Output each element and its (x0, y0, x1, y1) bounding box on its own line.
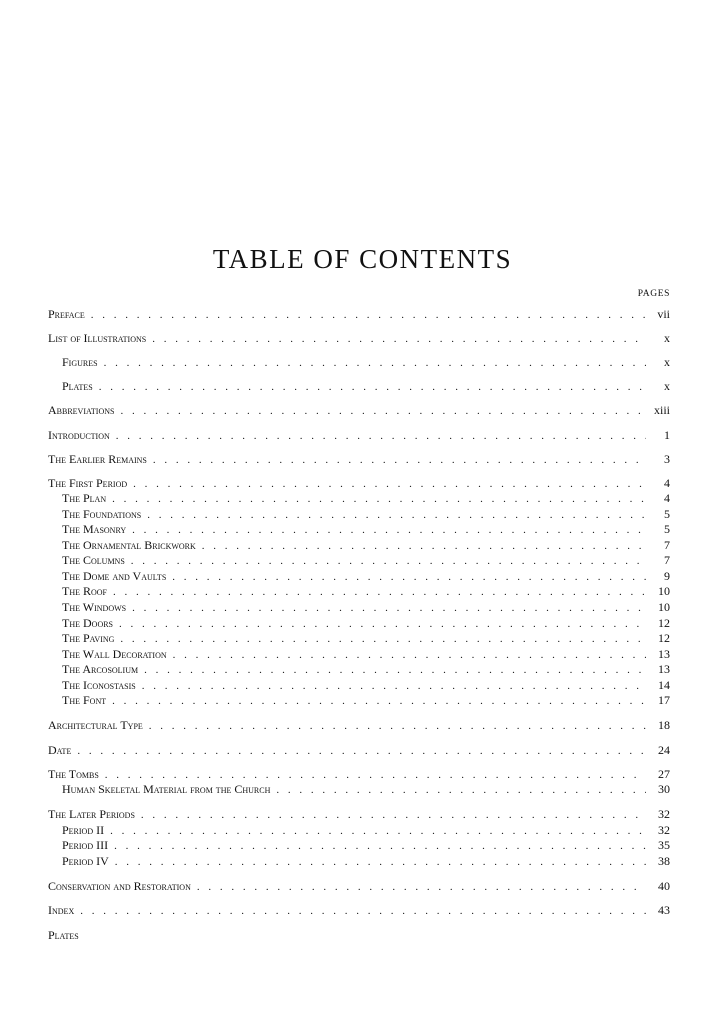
toc-entry-label: Period III (62, 838, 109, 852)
toc-entry-date (48, 743, 670, 758)
dot-leader (116, 429, 646, 444)
toc-entry-page: 7 (664, 538, 670, 552)
toc-entry-page: 14 (658, 678, 670, 692)
toc-entry-page: 38 (658, 854, 670, 868)
toc-entry-label: The Masonry (62, 522, 127, 536)
toc-entry-page: 4 (664, 476, 670, 490)
dot-leader (141, 808, 646, 823)
toc-entry-label: The Roof (62, 584, 108, 598)
dot-leader (276, 783, 646, 798)
dot-leader (112, 694, 646, 709)
dot-leader (104, 356, 646, 371)
toc-entry-columns (62, 553, 670, 568)
dot-leader (113, 585, 646, 600)
toc-entry-page: 10 (658, 600, 670, 614)
dot-leader (120, 404, 646, 419)
toc-entry-page: 24 (658, 743, 670, 757)
toc-entry-tombs (48, 767, 670, 782)
toc-entry-list-of-illustrations (48, 331, 670, 346)
toc-entry-page: 43 (658, 903, 670, 917)
toc-entry-preface (48, 307, 670, 322)
page-title: TABLE OF CONTENTS (212, 244, 513, 274)
dot-leader (105, 768, 646, 783)
toc-entry-page: vii (657, 307, 670, 321)
toc-entry-label: Period IV (62, 854, 109, 868)
toc-entry-period-iii (62, 838, 670, 853)
dot-leader (172, 570, 646, 585)
dot-leader (99, 380, 646, 395)
dot-leader (197, 880, 646, 895)
toc-entry-label: The Wall Decoration (62, 647, 167, 661)
toc-entry-label: Plates (62, 379, 93, 393)
toc-entry-page: 35 (658, 838, 670, 852)
toc-entry-label: The Earlier Remains (48, 452, 147, 466)
pages-column-label: PAGES (637, 289, 670, 299)
toc-entry-plates (62, 379, 670, 394)
toc-entry-page: 4 (664, 491, 670, 505)
toc-entry-page: 13 (658, 662, 670, 676)
toc-entry-windows (62, 600, 670, 615)
toc-entry-page: 27 (658, 767, 670, 781)
toc-entry-label: The Foundations (62, 507, 142, 521)
toc-entry-page: x (664, 379, 670, 393)
toc-entry-ornamental-brickwork (62, 538, 670, 553)
toc-entry-label: Human Skeletal Material from the Church (62, 782, 271, 796)
toc-entry-later-periods (48, 807, 670, 822)
dot-leader (142, 679, 646, 694)
toc-entry-label: The Windows (62, 600, 127, 614)
toc-entry-period-iv (62, 854, 670, 869)
toc-entry-masonry (62, 522, 670, 537)
toc-entry-period-ii (62, 823, 670, 838)
toc-entry-page: 32 (658, 807, 670, 821)
toc-entry-label: The Doors (62, 616, 113, 630)
toc-entry-label: The Plan (62, 491, 107, 505)
dot-leader (77, 744, 646, 759)
toc-entry-page: 7 (664, 553, 670, 567)
toc-entry-figures (62, 355, 670, 370)
toc-entry-label: The Later Periods (48, 807, 135, 821)
toc-entry-page: xiii (653, 403, 670, 417)
dot-leader (110, 824, 646, 839)
dot-leader (115, 855, 646, 870)
toc-entry-iconostasis (62, 678, 670, 693)
toc-entry-paving (62, 631, 670, 646)
toc-entry-foundations (62, 507, 670, 522)
toc-entry-human-skeletal-material (62, 782, 670, 797)
toc-entry-page: 5 (664, 522, 670, 536)
toc-entry-page: 18 (658, 718, 670, 732)
toc-entry-page: 13 (658, 647, 670, 661)
dot-leader (119, 617, 646, 632)
toc-entry-label: The Dome and Vaults (62, 569, 167, 583)
dot-leader (91, 308, 646, 323)
toc-entry-page: x (664, 355, 670, 369)
dot-leader (112, 492, 646, 507)
dot-leader (120, 632, 646, 647)
dot-leader (132, 523, 646, 538)
toc-entry-page: 17 (658, 693, 670, 707)
dot-leader (147, 508, 646, 523)
dot-leader (80, 904, 646, 919)
toc-entry-label: Date (48, 743, 72, 757)
toc-entry-roof (62, 584, 670, 599)
dot-leader (144, 663, 646, 678)
toc-entry-wall-decoration (62, 647, 670, 662)
toc-entry-plan (62, 491, 670, 506)
toc-entry-page: 5 (664, 507, 670, 521)
toc-entry-label: List of Illustrations (48, 331, 147, 345)
dot-leader (131, 554, 646, 569)
toc-entry-label: The Columns (62, 553, 125, 567)
toc-entry-label: The First Period (48, 476, 128, 490)
toc-entry-dome-and-vaults (62, 569, 670, 584)
toc-entry-doors (62, 616, 670, 631)
dot-leader (153, 453, 646, 468)
toc-entry-label: Abbreviations (48, 403, 115, 417)
toc-entry-label: The Font (62, 693, 107, 707)
toc-entry-page: 32 (658, 823, 670, 837)
toc-entry-label: Index (48, 903, 75, 917)
toc-entry-font (62, 693, 670, 708)
toc-entry-page: 30 (658, 782, 670, 796)
toc-entry-label: The Iconostasis (62, 678, 136, 692)
dot-leader (149, 719, 646, 734)
toc-entry-earlier-remains (48, 452, 670, 467)
toc-entry-label: Figures (62, 355, 98, 369)
toc-entry-plates-final (48, 928, 670, 943)
toc-entry-page: 40 (658, 879, 670, 893)
toc-entry-page: 1 (664, 428, 670, 442)
dot-leader (114, 839, 646, 854)
toc-entry-page: 12 (658, 631, 670, 645)
toc-entry-first-period (48, 476, 670, 491)
toc-entry-conservation-and-restoration (48, 879, 670, 894)
toc-entry-label: The Paving (62, 631, 115, 645)
toc-entry-architectural-type (48, 718, 670, 733)
toc-entry-label: The Ornamental Brickwork (62, 538, 196, 552)
toc-entry-label: Architectural Type (48, 718, 143, 732)
dot-leader (133, 477, 646, 492)
toc-entry-index (48, 903, 670, 918)
dot-leader (202, 539, 646, 554)
dot-leader (132, 601, 646, 616)
toc-entry-label: The Arcosolium (62, 662, 139, 676)
toc-entry-page: 12 (658, 616, 670, 630)
dot-leader (152, 332, 646, 347)
toc-entry-label: Period II (62, 823, 105, 837)
toc-entry-abbreviations (48, 403, 670, 418)
toc-entry-label: Preface (48, 307, 85, 321)
toc-entry-page: 10 (658, 584, 670, 598)
toc-entry-label: Plates (48, 928, 79, 942)
toc-entry-page: 3 (664, 452, 670, 466)
toc-entry-label: Conservation and Restoration (48, 879, 191, 893)
toc-entry-page: x (664, 331, 670, 345)
toc-entry-introduction (48, 428, 670, 443)
toc-entry-arcosolium (62, 662, 670, 677)
dot-leader (173, 648, 646, 663)
toc-entry-page: 9 (664, 569, 670, 583)
toc-entry-label: Introduction (48, 428, 110, 442)
toc-entry-label: The Tombs (48, 767, 99, 781)
